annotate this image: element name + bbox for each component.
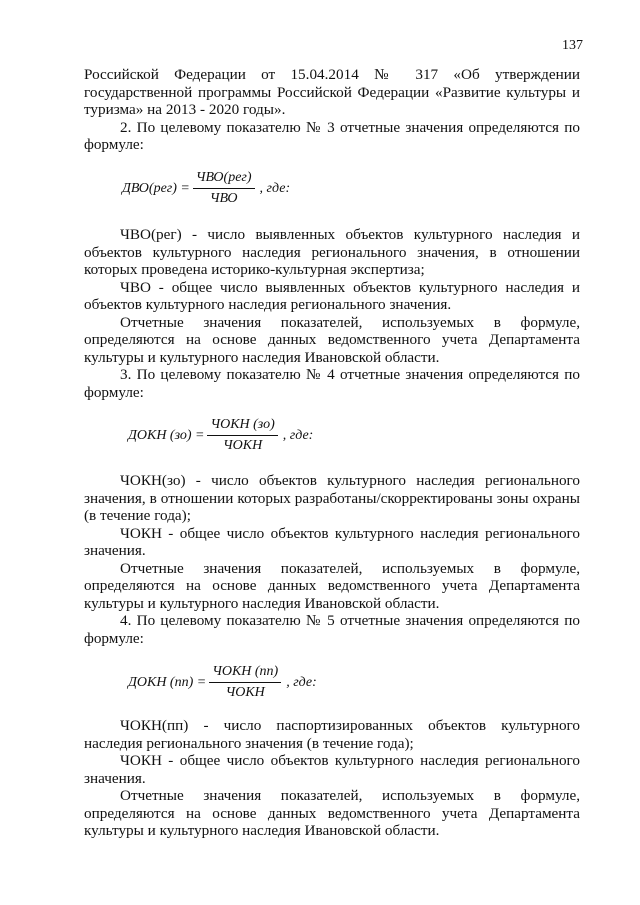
text-line: туризма» на 2013 - 2020 годы». [84, 101, 286, 118]
text-line: Отчетные значения показателей, используемых в формуле, [120, 787, 580, 804]
text-line: 4. По целевому показателю № 5 отчетные значения определяются по [120, 612, 580, 629]
intro-paragraph [84, 66, 580, 154]
formula-numerator: ЧОКН (пп) [209, 664, 281, 683]
text-line: 3. По целевому показателю № 4 отчетные значения определяются по [120, 366, 580, 383]
formula-dokn-zo [128, 417, 313, 454]
formula-lhs: ДОКН (зо) = [128, 427, 205, 443]
formula-dvo [122, 170, 290, 207]
formula-numerator: ЧВО(рег) [193, 170, 255, 189]
formula-lhs: ДОКН (пп) = [128, 674, 207, 690]
text-line: наследия регионального значения (в течение года); [84, 734, 414, 752]
text-line: (в течение года); [84, 507, 191, 524]
text-line: ЧОКН - общее число объектов культурного наследия регионального [120, 524, 580, 542]
formula-tail: , где: [286, 674, 317, 690]
text-line: ЧОКН(зо) - число объектов культурного наследия регионального [120, 472, 580, 489]
text-line: ЧВО - общее число выявленных объектов культурного наследия и [120, 278, 580, 296]
text-line: значения, в отношении которых разработаны/скорректированы зоны охраны [84, 489, 580, 507]
text-line: значения. [84, 542, 146, 559]
text-line: значения. [84, 769, 146, 787]
text-line: объектов культурного наследия регионального значения, в отношении [84, 243, 580, 261]
definitions-paragraph [84, 717, 580, 840]
text-line: определяются на основе данных ведомственного учета Департамента [84, 577, 580, 594]
formula-fraction [209, 664, 281, 701]
formula-numerator: ЧОКН (зо) [207, 417, 277, 436]
formula-denominator: ЧВО [209, 191, 238, 206]
page-number: 137 [562, 38, 583, 53]
text-line: определяются на основе данных ведомственного учета Департамента [84, 804, 580, 822]
definitions-paragraph [84, 472, 580, 647]
formula-dokn-pp [128, 664, 317, 701]
text-line: культуры и культурного наследия Ивановской области. [84, 594, 440, 612]
text-line: формуле: [84, 629, 144, 647]
formula-denominator: ЧОКН [223, 438, 263, 453]
text-line: Отчетные значения показателей, используемых в формуле, [120, 313, 580, 331]
definitions-paragraph [84, 226, 580, 401]
text-line: формуле: [84, 383, 144, 401]
text-line: ЧОКН(пп) - число паспортизированных объектов культурного [120, 717, 580, 734]
text-line: которых проведена историко-культурная экспертиза; [84, 261, 425, 278]
text-line: 2. По целевому показателю № 3 отчетные значения определяются по [120, 118, 580, 136]
text-line: определяются на основе данных ведомственного учета Департамента [84, 331, 580, 348]
text-line: культуры и культурного наследия Ивановской области. [84, 822, 440, 839]
formula-fraction [207, 417, 277, 454]
formula-fraction [193, 170, 255, 207]
formula-lhs: ДВО(рег) = [122, 180, 190, 196]
formula-denominator: ЧОКН [225, 685, 265, 700]
text-line: Отчетные значения показателей, используемых в формуле, [120, 559, 580, 577]
text-line: государственной программы Российской Федерации «Развитие культуры и [84, 83, 580, 101]
text-line: ЧОКН - общее число объектов культурного наследия регионального [120, 752, 580, 769]
formula-tail: , где: [259, 180, 291, 196]
text-line: формуле: [84, 136, 144, 153]
text-line: объектов культурного наследия регионального значения. [84, 296, 452, 313]
text-line: ЧВО(рег) - число выявленных объектов культурного наследия и [120, 226, 580, 243]
text-line: Российской Федерации от 15.04.2014 № 317 «Об утверждении [84, 66, 580, 83]
text-line: культуры и культурного наследия Ивановской области. [84, 348, 440, 366]
formula-tail: , где: [282, 427, 314, 443]
